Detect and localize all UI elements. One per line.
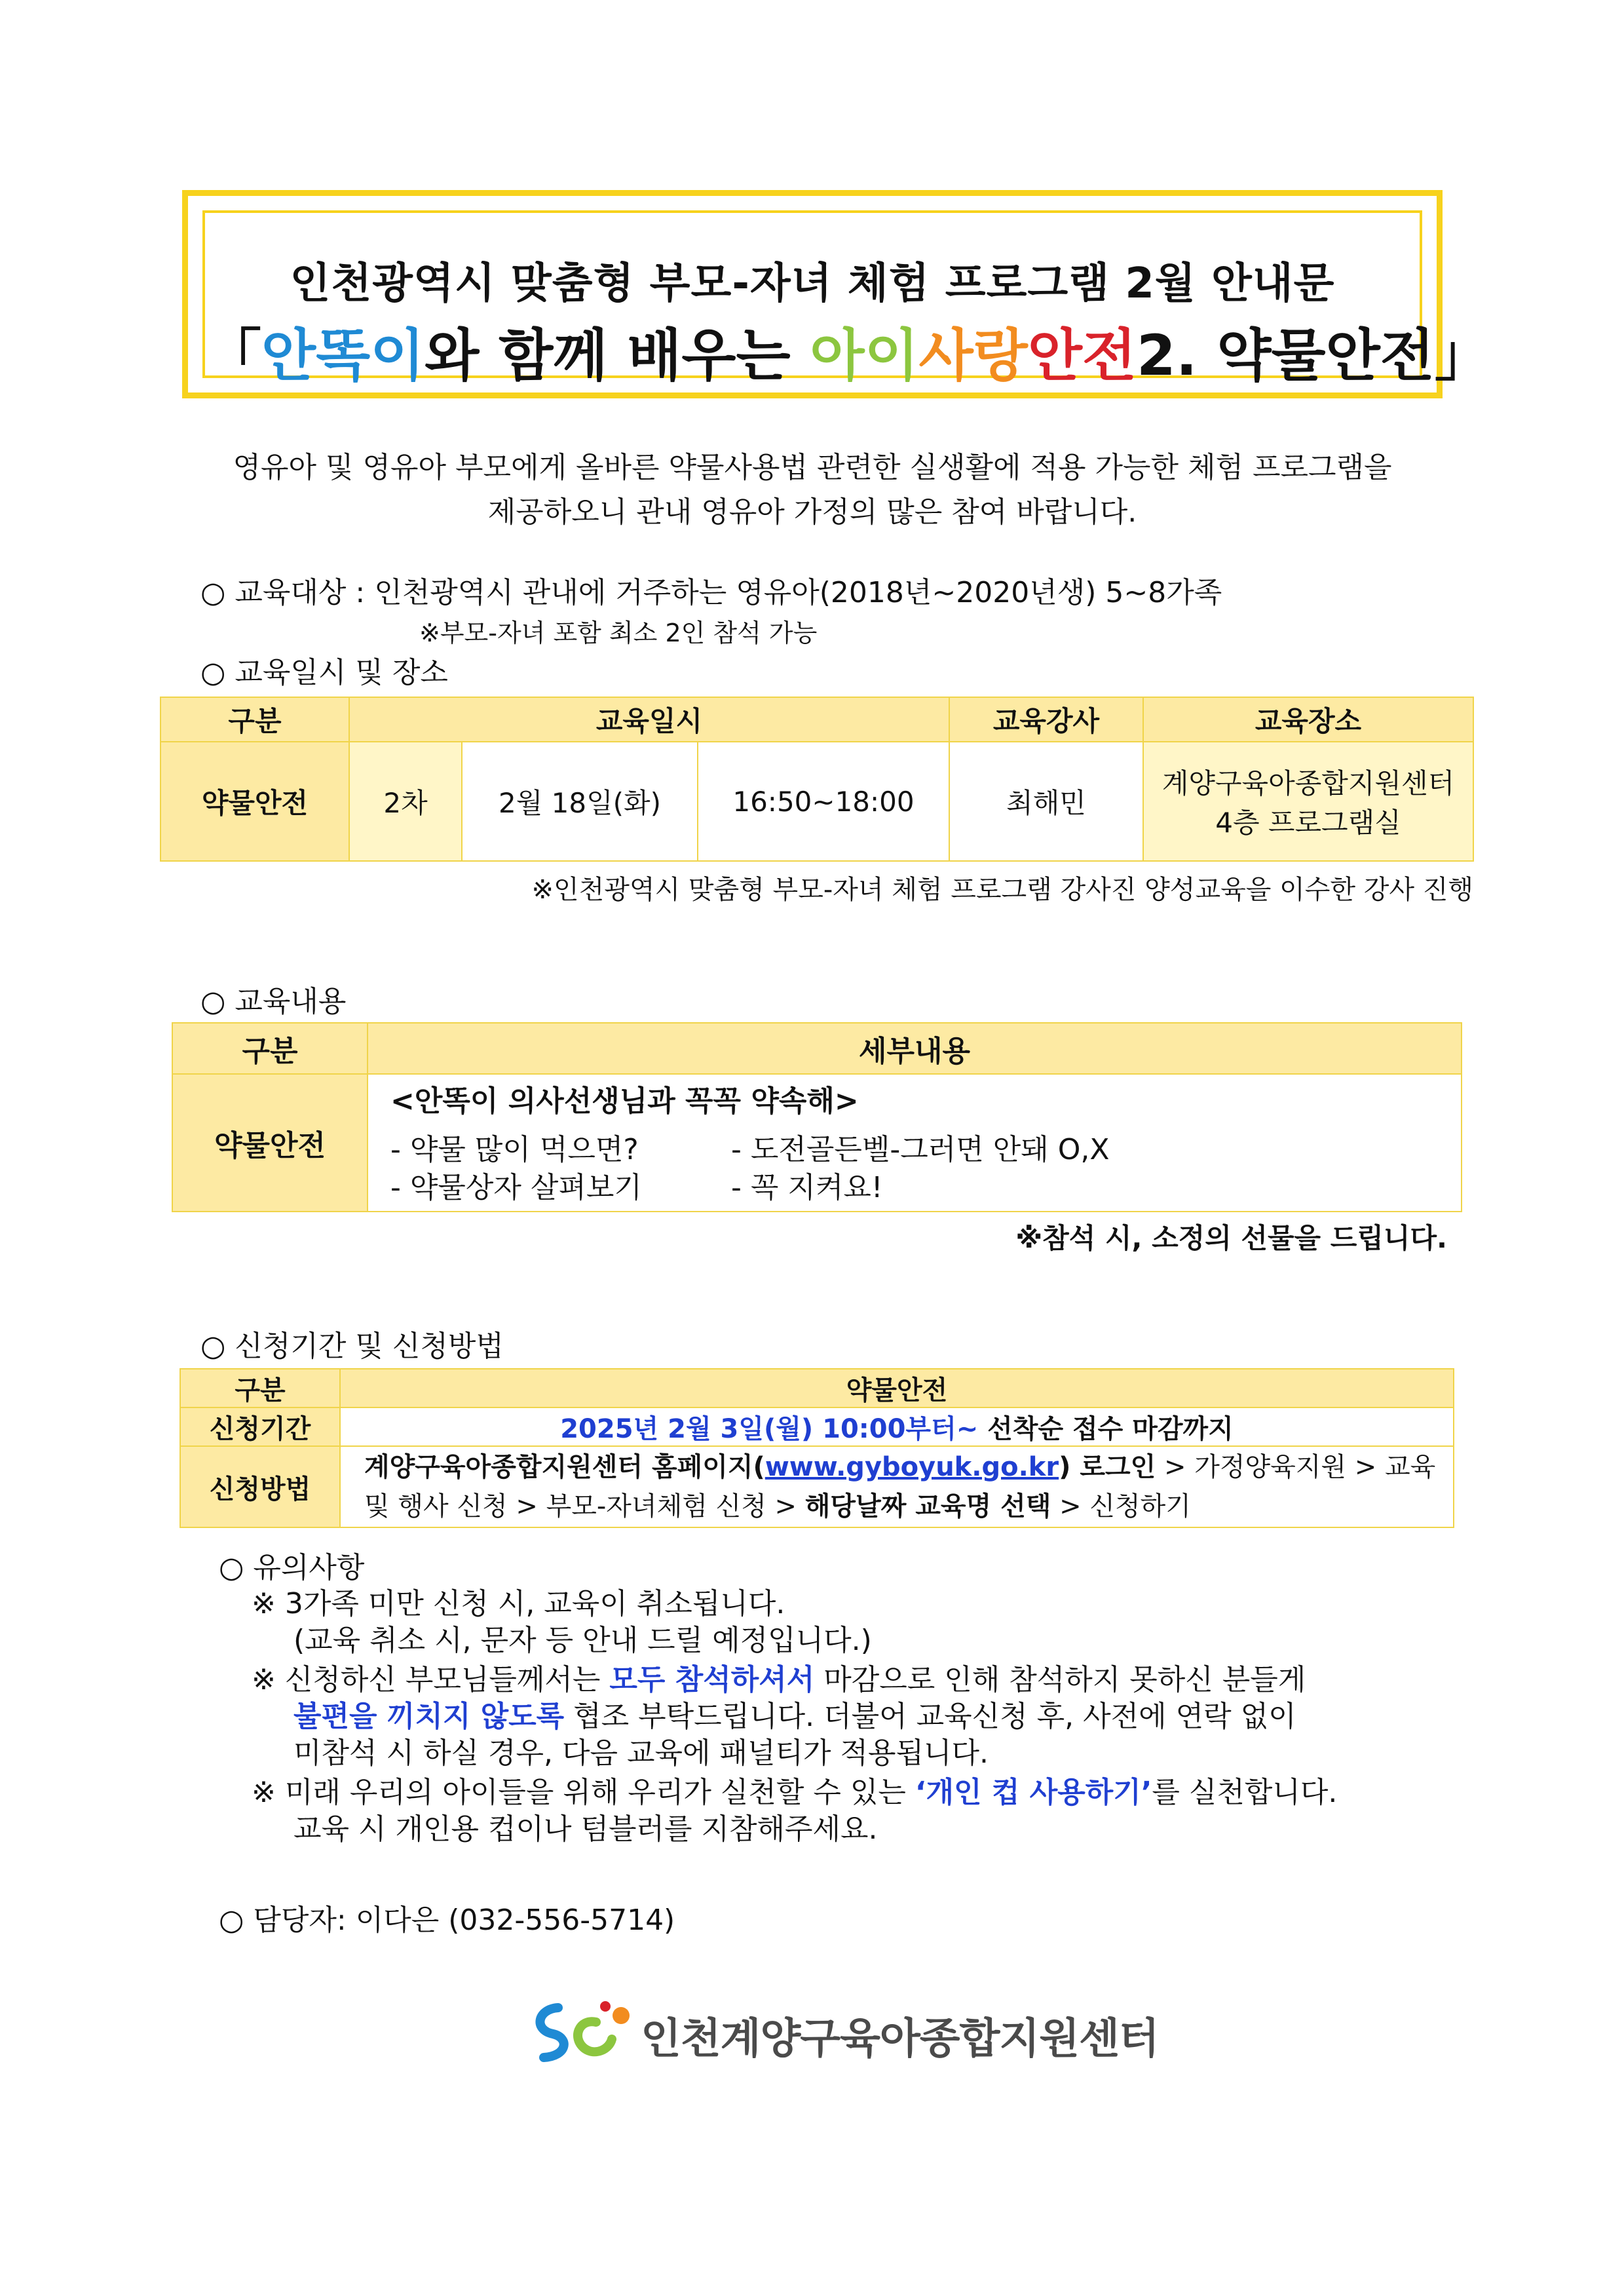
intro-line-2: 제공하오니 관내 영유아 가정의 많은 참여 바랍니다. [487, 495, 1137, 529]
content-row [172, 1074, 1462, 1212]
content-item-1: - 약물 많이 먹으면? [390, 1133, 639, 1166]
content-table [172, 1022, 1462, 1212]
application-period-value [340, 1407, 1454, 1446]
center-logo-icon [524, 1996, 635, 2068]
title-line-2 [205, 310, 1491, 391]
title-open-bracket: 「 [205, 323, 261, 389]
application-method-path-1: > 가정양육지원 > 교육 [1156, 1452, 1436, 1482]
note-2-line-b [252, 1698, 1337, 1735]
schedule-header-row [161, 697, 1473, 742]
application-period-row [180, 1407, 1454, 1446]
notes-list [252, 1586, 1337, 1848]
application-method-line-2 [364, 1487, 1453, 1526]
note-1-line-b: (교육 취소 시, 문자 등 안내 드릴 예정입니다.) [293, 1624, 872, 1657]
schedule-header-instructor: 교육강사 [949, 697, 1143, 742]
application-header-category: 구분 [180, 1369, 340, 1407]
schedule-place [1143, 742, 1473, 861]
note-2-post: 마감으로 인해 참석하지 못하신 분들게 [814, 1663, 1306, 1696]
schedule-header-category: 구분 [161, 697, 349, 742]
application-method-login: ) 로그인 [1059, 1452, 1156, 1482]
title-word-anjeon: 안전 [1027, 323, 1137, 389]
application-method-site: 계양구육아종합지원센터 홈페이지( [364, 1452, 765, 1482]
schedule-session: 2차 [349, 742, 462, 861]
application-period-date: 2025년 2월 3일(월) 10:00부터~ [560, 1414, 979, 1444]
schedule-row [161, 742, 1473, 861]
contact-line: ○ 담당자: 이다은 (032-556-5714) [219, 1904, 675, 1937]
title-word-sarang: 사랑 [918, 323, 1028, 389]
schedule-time: 16:50~18:00 [698, 742, 949, 861]
content-items-row-1 [390, 1131, 1461, 1169]
application-period-tail: 선착순 접수 마감까지 [978, 1414, 1234, 1444]
schedule-header-place: 교육장소 [1143, 697, 1473, 742]
application-method-end: > 신청하기 [1051, 1491, 1191, 1521]
target-note: ※부모-자녀 포함 최소 2인 참석 가능 [419, 619, 818, 647]
schedule-header-datetime: 교육일시 [349, 697, 949, 742]
content-header-row [172, 1023, 1462, 1074]
content-detail [368, 1074, 1462, 1212]
schedule-place-line-2: 4층 프로그램실 [1215, 807, 1401, 839]
title-brand-name: 안똑이 [261, 323, 425, 389]
application-method-select: 해당날짜 교육명 선택 [804, 1491, 1051, 1521]
content-title: <안똑이 의사선생님과 꼭꼭 약속해> [390, 1084, 859, 1118]
note-3-emphasis: ‘개인 컵 사용하기’ [915, 1776, 1152, 1809]
schedule-date: 2월 18일(화) [462, 742, 698, 861]
title-inner-frame [202, 210, 1491, 389]
title-word-ai: 아이 [810, 323, 919, 389]
schedule-instructor: 최해민 [949, 742, 1143, 861]
note-3-line-a [252, 1774, 1337, 1811]
note-3-post: 를 실천합니다. [1152, 1776, 1338, 1809]
application-method-row [180, 1446, 1454, 1527]
content-header-detail: 세부내용 [368, 1023, 1462, 1074]
content-item-4: - 꼭 지켜요! [731, 1171, 883, 1204]
application-method-line-1 [364, 1447, 1453, 1487]
content-item-3: - 약물상자 살펴보기 [390, 1171, 642, 1204]
schedule-category: 약물안전 [161, 742, 349, 861]
application-method-value [340, 1446, 1454, 1527]
homepage-link[interactable]: www.gyboyuk.go.kr [765, 1452, 1059, 1482]
intro-line-1: 영유아 및 영유아 부모에게 올바른 약물사용법 관련한 실생활에 적용 가능한 체험 프로그램을 [233, 451, 1392, 484]
note-3-pre: ※ 미래 우리의 아이들을 위해 우리가 실천할 수 있는 [252, 1776, 915, 1809]
note-3-line-b: 교육 시 개인용 컵이나 텀블러를 지참해주세요. [293, 1812, 878, 1846]
content-header-category: 구분 [172, 1023, 368, 1074]
content-category: 약물안전 [172, 1074, 368, 1212]
application-header-row [180, 1369, 1454, 1407]
content-note: ※참석 시, 소정의 선물을 드립니다. [1015, 1222, 1447, 1254]
center-logo [524, 1996, 1159, 2068]
note-2b-post: 협조 부탁드립니다. 더불어 교육신청 후, 사전에 연락 없이 [564, 1700, 1296, 1733]
application-table [179, 1368, 1454, 1528]
note-2-line-a [252, 1662, 1337, 1698]
application-header-program: 약물안전 [340, 1369, 1454, 1407]
schedule-table [160, 697, 1474, 862]
intro-paragraph [131, 446, 1494, 535]
schedule-heading: ○ 교육일시 및 장소 [200, 656, 448, 689]
note-2-pre: ※ 신청하신 부모님들께서는 [252, 1663, 610, 1696]
title-tail-text: 2. 약물안전」 [1136, 323, 1491, 389]
title-line-1: 인천광역시 맞춤형 부모-자녀 체험 프로그램 2월 안내문 [290, 259, 1335, 308]
content-item-2: - 도전골든벨-그러면 안돼 O,X [731, 1133, 1110, 1166]
center-logo-name: 인천계양구육아종합지원센터 [641, 2015, 1159, 2063]
application-period-label: 신청기간 [180, 1407, 340, 1446]
schedule-place-line-1: 계양구육아종합지원센터 [1161, 767, 1455, 799]
note-2b-emphasis: 불편을 끼치지 않도록 [293, 1700, 565, 1733]
application-method-label: 신청방법 [180, 1446, 340, 1527]
application-method-path-2: 및 행사 신청 > 부모-자녀체험 신청 > [364, 1491, 805, 1521]
content-heading: ○ 교육내용 [200, 985, 347, 1018]
content-items-row-2 [390, 1169, 1461, 1207]
note-2-line-c: 미참석 시 하실 경우, 다음 교육에 패널티가 적용됩니다. [293, 1736, 989, 1770]
application-heading: ○ 신청기간 및 신청방법 [200, 1330, 504, 1363]
note-2-emphasis: 모두 참석하셔서 [609, 1663, 815, 1696]
title-box [182, 190, 1491, 398]
schedule-note: ※인천광역시 맞춤형 부모-자녀 체험 프로그램 강사진 양성교육을 이수한 강사 진행 [531, 875, 1473, 905]
note-1-line-a: ※ 3가족 미만 신청 시, 교육이 취소됩니다. [252, 1587, 785, 1620]
target-line: ○ 교육대상 : 인천광역시 관내에 거주하는 영유아(2018년~2020년생) 5~8가족 [200, 576, 1222, 609]
title-mid-text: 와 함께 배우는 [425, 323, 810, 389]
notes-heading: ○ 유의사항 [219, 1551, 365, 1584]
